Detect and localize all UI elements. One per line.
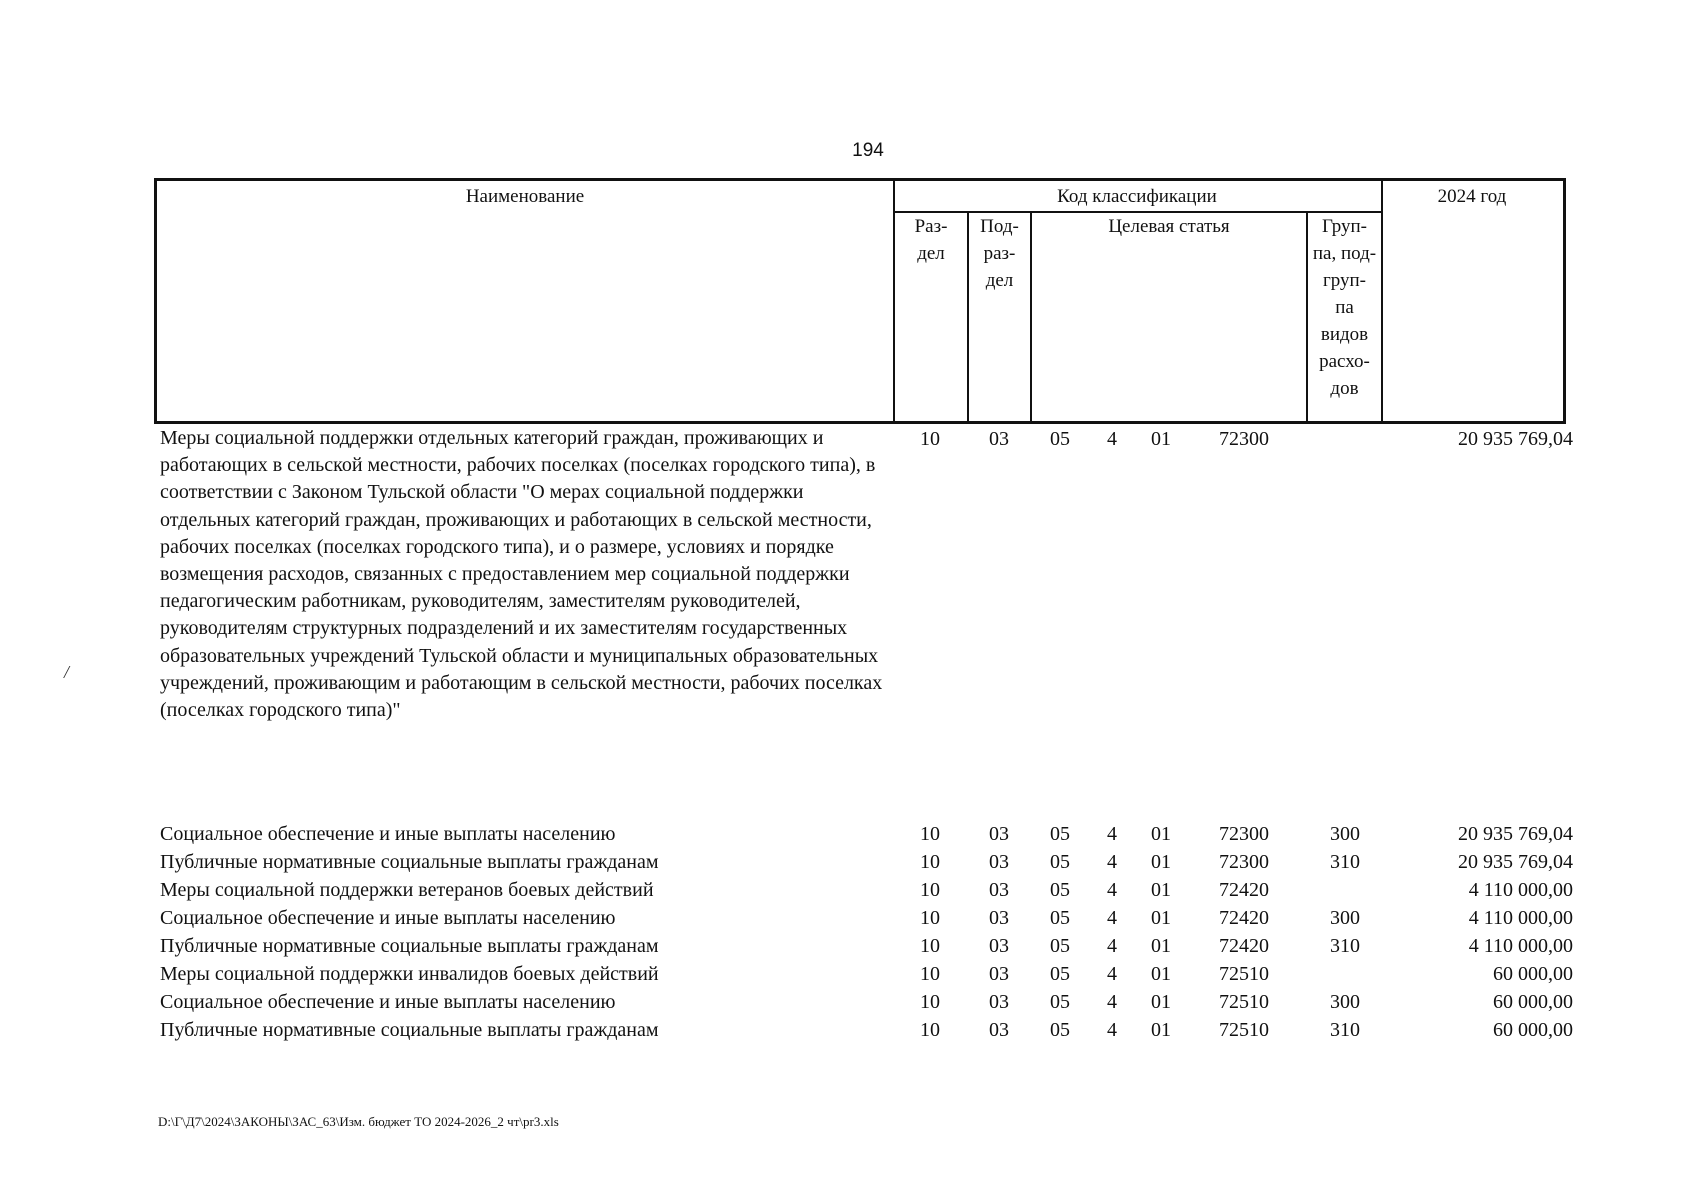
row-amount: 4 110 000,00: [1468, 879, 1573, 901]
row-razdel: 10: [920, 907, 940, 929]
row-name: Социальное обеспечение и иные выплаты населению: [160, 907, 616, 929]
row-amount: 60 000,00: [1493, 1019, 1573, 1041]
row-subprogram: 4: [1107, 823, 1117, 845]
footer-file-path: D:\Г\Д7\2024\ЗАКОНЫ\ЗАС_63\Изм. бюджет ТО 2024-2026_2 чт\pr3.xls: [158, 1114, 559, 1129]
row-amount: 20 935 769,04: [1458, 428, 1573, 450]
table-row: [0, 820, 1696, 848]
row-podrazdel: 03: [989, 428, 1009, 450]
header-razdel: Раз- дел: [914, 216, 948, 264]
row-podrazdel: 03: [989, 851, 1009, 873]
row-group: 300: [1330, 823, 1360, 845]
row-razdel: 10: [920, 851, 940, 873]
row-main-event: 01: [1151, 963, 1171, 985]
row-amount: 20 935 769,04: [1458, 823, 1573, 845]
row-razdel: 10: [920, 991, 940, 1013]
table-row: [0, 1016, 1696, 1044]
row-podrazdel: 03: [989, 963, 1009, 985]
row-podrazdel: 03: [989, 991, 1009, 1013]
row-subprogram: 4: [1107, 963, 1117, 985]
header-podrazdel: Под- раз- дел: [980, 216, 1019, 291]
row-subprogram: 4: [1107, 851, 1117, 873]
row-program: 05: [1050, 907, 1070, 929]
row-main-event: 01: [1151, 851, 1171, 873]
row-group: 310: [1330, 1019, 1360, 1041]
header-code-group: Код классификации: [1057, 186, 1217, 207]
row-program: 05: [1050, 991, 1070, 1013]
row-group: 310: [1330, 851, 1360, 873]
row-razdel: 10: [920, 935, 940, 957]
table-row: [0, 848, 1696, 876]
row-program: 05: [1050, 823, 1070, 845]
row-name: Меры социальной поддержки ветеранов боевых действий: [160, 879, 654, 901]
row-podrazdel: 03: [989, 823, 1009, 845]
table-row: [0, 988, 1696, 1016]
row-razdel: 10: [920, 1019, 940, 1041]
header-name: Наименование: [465, 186, 585, 207]
row-direction: 72510: [1219, 991, 1269, 1013]
row-program: 05: [1050, 935, 1070, 957]
row-subprogram: 4: [1107, 907, 1117, 929]
table-row: [0, 960, 1696, 988]
row-razdel: 10: [920, 428, 940, 450]
row-subprogram: 4: [1107, 428, 1117, 450]
row-podrazdel: 03: [989, 935, 1009, 957]
row-direction: 72300: [1219, 428, 1269, 450]
row-name: Социальное обеспечение и иные выплаты населению: [160, 823, 616, 845]
row-main-event: 01: [1151, 1019, 1171, 1041]
row-program: 05: [1050, 963, 1070, 985]
header-group: Груп- па, под- груп- па видов расхо- дов: [1312, 216, 1377, 399]
row-podrazdel: 03: [989, 907, 1009, 929]
row-amount: 4 110 000,00: [1468, 907, 1573, 929]
row-main-event: 01: [1151, 428, 1171, 450]
row-name: Меры социальной поддержки инвалидов боевых действий: [160, 963, 659, 985]
row-group: 300: [1330, 907, 1360, 929]
row-main-event: 01: [1151, 907, 1171, 929]
row-main-event: 01: [1151, 935, 1171, 957]
row-amount: 60 000,00: [1493, 991, 1573, 1013]
row-name: Публичные нормативные социальные выплаты гражданам: [160, 851, 659, 873]
row-name: Публичные нормативные социальные выплаты гражданам: [160, 1019, 659, 1041]
table-row: [0, 904, 1696, 932]
row-amount: 20 935 769,04: [1458, 851, 1573, 873]
table-row: [0, 876, 1696, 904]
row-main-event: 01: [1151, 823, 1171, 845]
row-amount: 4 110 000,00: [1468, 935, 1573, 957]
row-subprogram: 4: [1107, 935, 1117, 957]
row-program: 05: [1050, 428, 1070, 450]
row-subprogram: 4: [1107, 991, 1117, 1013]
row-name: Меры социальной поддержки отдельных категорий граждан, проживающих и работающих в сельской местности, рабочих поселках (поселках городского типа), в соответствии с Законом Тульской области "О мерах социальной поддержки отдельных категорий граждан, проживающих и работающих в сельской местности, рабочих поселках (поселках городского типа), и о размере, условиях и порядке возмещения расходов, связанных с предоставлением мер социальной поддержки педагогическим работникам, руководителям, заместителям руководителей, руководителям структурных подразделений и их заместителям государственных образовательных учреждений Тульской области и муниципальных образовательных учреждений, проживающим и работающим в сельской местности, рабочих поселках (поселках городского типа)": [160, 427, 883, 722]
row-razdel: 10: [920, 823, 940, 845]
row-main-event: 01: [1151, 991, 1171, 1013]
row-main-event: 01: [1151, 879, 1171, 901]
row-direction: 72420: [1219, 879, 1269, 901]
row-subprogram: 4: [1107, 1019, 1117, 1041]
row-podrazdel: 03: [989, 1019, 1009, 1041]
row-group: 310: [1330, 935, 1360, 957]
row-amount: 60 000,00: [1493, 963, 1573, 985]
row-podrazdel: 03: [989, 879, 1009, 901]
header-target-article: Целевая статья: [1108, 216, 1230, 237]
row-razdel: 10: [920, 963, 940, 985]
row-program: 05: [1050, 851, 1070, 873]
row-program: 05: [1050, 879, 1070, 901]
page-number: 194: [852, 140, 884, 161]
margin-mark: /: [64, 662, 70, 682]
row-direction: 72510: [1219, 963, 1269, 985]
row-group: 300: [1330, 991, 1360, 1013]
row-subprogram: 4: [1107, 879, 1117, 901]
row-direction: 72300: [1219, 823, 1269, 845]
row-direction: 72420: [1219, 935, 1269, 957]
header-year: 2024 год: [1437, 186, 1507, 207]
row-direction: 72300: [1219, 851, 1269, 873]
row-program: 05: [1050, 1019, 1070, 1041]
row-direction: 72510: [1219, 1019, 1269, 1041]
row-direction: 72420: [1219, 907, 1269, 929]
row-name: Социальное обеспечение и иные выплаты населению: [160, 991, 616, 1013]
table-row: [0, 425, 1696, 722]
table-row: [0, 932, 1696, 960]
row-name: Публичные нормативные социальные выплаты гражданам: [160, 935, 659, 957]
row-razdel: 10: [920, 879, 940, 901]
